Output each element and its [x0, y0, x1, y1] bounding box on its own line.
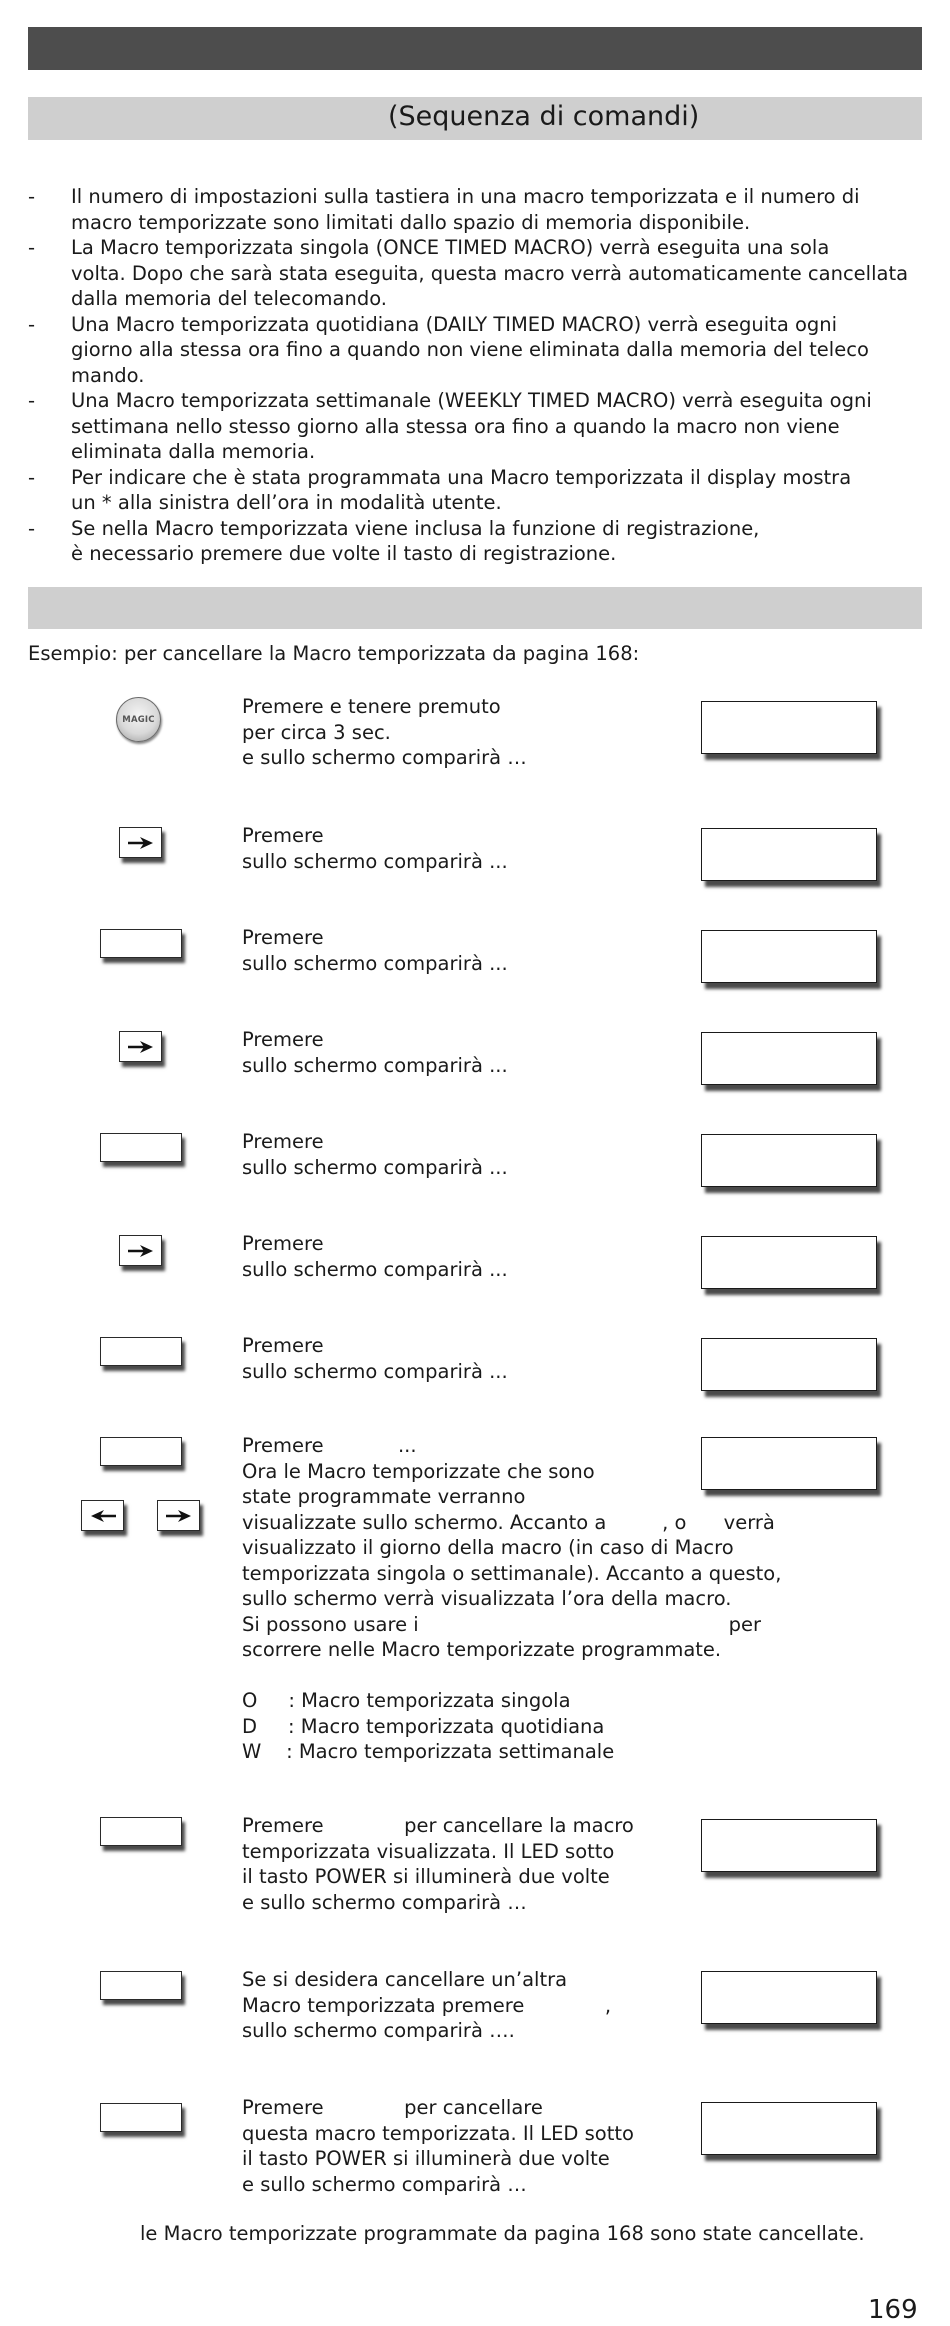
arrow-right-icon: [126, 1039, 156, 1055]
step-5-text: Premere sullo schermo comparirà ...: [242, 1130, 508, 1179]
list-item: - Una Macro temporizzata quotidiana (DAILY TIMED MACRO) verrà eseguita ogni giorno alla stessa ora fino a quando non viene eliminata dalla memoria del teleco mando.: [28, 312, 869, 387]
list-item: - Il numero di impostazioni sulla tastiera in una macro temporizzata e il numero di macro temporizzate sono limitati dallo spazio di memoria disponibile.: [28, 185, 860, 234]
display-screen: [701, 1338, 877, 1391]
blank-key[interactable]: [100, 929, 182, 958]
blank-key[interactable]: [100, 2103, 182, 2132]
arrow-right-icon: [126, 1243, 156, 1259]
display-screen: [701, 930, 877, 983]
step-9-text: Premere per cancellare la macro temporizzata visualizzata. Il LED sotto il tasto POWER si illuminerà due volte e sullo schermo comparirà …: [242, 1814, 634, 1914]
display-screen: [701, 1236, 877, 1289]
step-1-text: Premere e tenere premuto per circa 3 sec. e sullo schermo comparirà …: [242, 695, 527, 769]
arrow-right-key[interactable]: [119, 827, 162, 858]
blank-key[interactable]: [100, 1437, 182, 1466]
magic-key-label: MAGIC: [122, 714, 155, 725]
display-screen: [701, 1134, 877, 1187]
step-2-text: Premere sullo schermo comparirà ...: [242, 824, 508, 873]
list-item: - Se nella Macro temporizzata viene inclusa la funzione di registrazione, è necessario premere due volte il tasto di registrazione.: [28, 516, 760, 565]
list-item: - La Macro temporizzata singola (ONCE TIMED MACRO) verrà eseguita una sola volta. Dopo che sarà stata eseguita, questa macro verrà automaticamente cancellata dalla memoria del telecomando.: [28, 236, 909, 310]
display-screen: [701, 1032, 877, 1085]
example-intro: Esempio: per cancellare la Macro temporizzata da pagina 168:: [28, 642, 640, 665]
arrow-left-icon: [88, 1508, 118, 1524]
display-screen: [701, 2102, 877, 2155]
notes-list: [28, 184, 928, 567]
section-title-bar: [28, 97, 922, 140]
display-screen: [701, 828, 877, 881]
step-10-text: Se si desidera cancellare un’altra Macro temporizzata premere , sullo schermo comparirà ….: [242, 1968, 612, 2042]
arrow-right-icon: [126, 835, 156, 851]
footer-note: le Macro temporizzate programmate da pagina 168 sono state cancellate.: [140, 2222, 865, 2245]
list-item: - Per indicare che è stata programmata una Macro temporizzata il display mostra un * alla sinistra dell’ora in modalità utente.: [28, 465, 852, 514]
display-screen: [701, 1437, 877, 1490]
display-screen: [701, 1819, 877, 1872]
arrow-right-key[interactable]: [119, 1235, 162, 1266]
arrow-left-key[interactable]: [81, 1500, 124, 1531]
page-number: 169: [868, 2295, 918, 2325]
blank-key[interactable]: [100, 1337, 182, 1366]
arrow-right-icon: [164, 1508, 194, 1524]
list-item: - Una Macro temporizzata settimanale (WEEKLY TIMED MACRO) verrà eseguita ogni settimana nello stesso giorno alla stessa ora fino a quando la macro non viene eliminata dalla memoria.: [28, 389, 872, 463]
step-6-text: Premere sullo schermo comparirà ...: [242, 1232, 508, 1281]
section-divider-bar: [28, 587, 922, 629]
blank-key[interactable]: [100, 1817, 182, 1846]
section-title: (Sequenza di comandi): [388, 101, 700, 132]
arrow-right-key[interactable]: [119, 1031, 162, 1062]
step-3-text: Premere sullo schermo comparirà ...: [242, 926, 508, 975]
arrow-right-key[interactable]: [157, 1500, 200, 1531]
blank-key[interactable]: [100, 1971, 182, 2000]
blank-key[interactable]: [100, 1133, 182, 1162]
step-8-text: Premere ... Ora le Macro temporizzate che sono state programmate verranno visualizzate sullo schermo. Accanto a , o verrà visualizzato il giorno della macro (in caso di Macro temporizzata singola o settimanale). Accanto a questo, sullo schermo verrà visualizzata l’ora della macro. Si possono usare i per scorrere nelle Macro temporizzate programmate. O : Macro temporizzata singola D : Macro temporizzata quotidiana W : Macro temporizzata settimanale: [242, 1434, 782, 1763]
display-screen: [701, 1971, 877, 2024]
step-11-text: Premere per cancellare questa macro temporizzata. Il LED sotto il tasto POWER si illuminerà due volte e sullo schermo comparirà …: [242, 2096, 634, 2196]
header-bar: [28, 27, 922, 70]
display-screen: [701, 701, 877, 754]
step-7-text: Premere sullo schermo comparirà ...: [242, 1334, 508, 1383]
step-4-text: Premere sullo schermo comparirà ...: [242, 1028, 508, 1077]
magic-key[interactable]: [116, 697, 161, 742]
